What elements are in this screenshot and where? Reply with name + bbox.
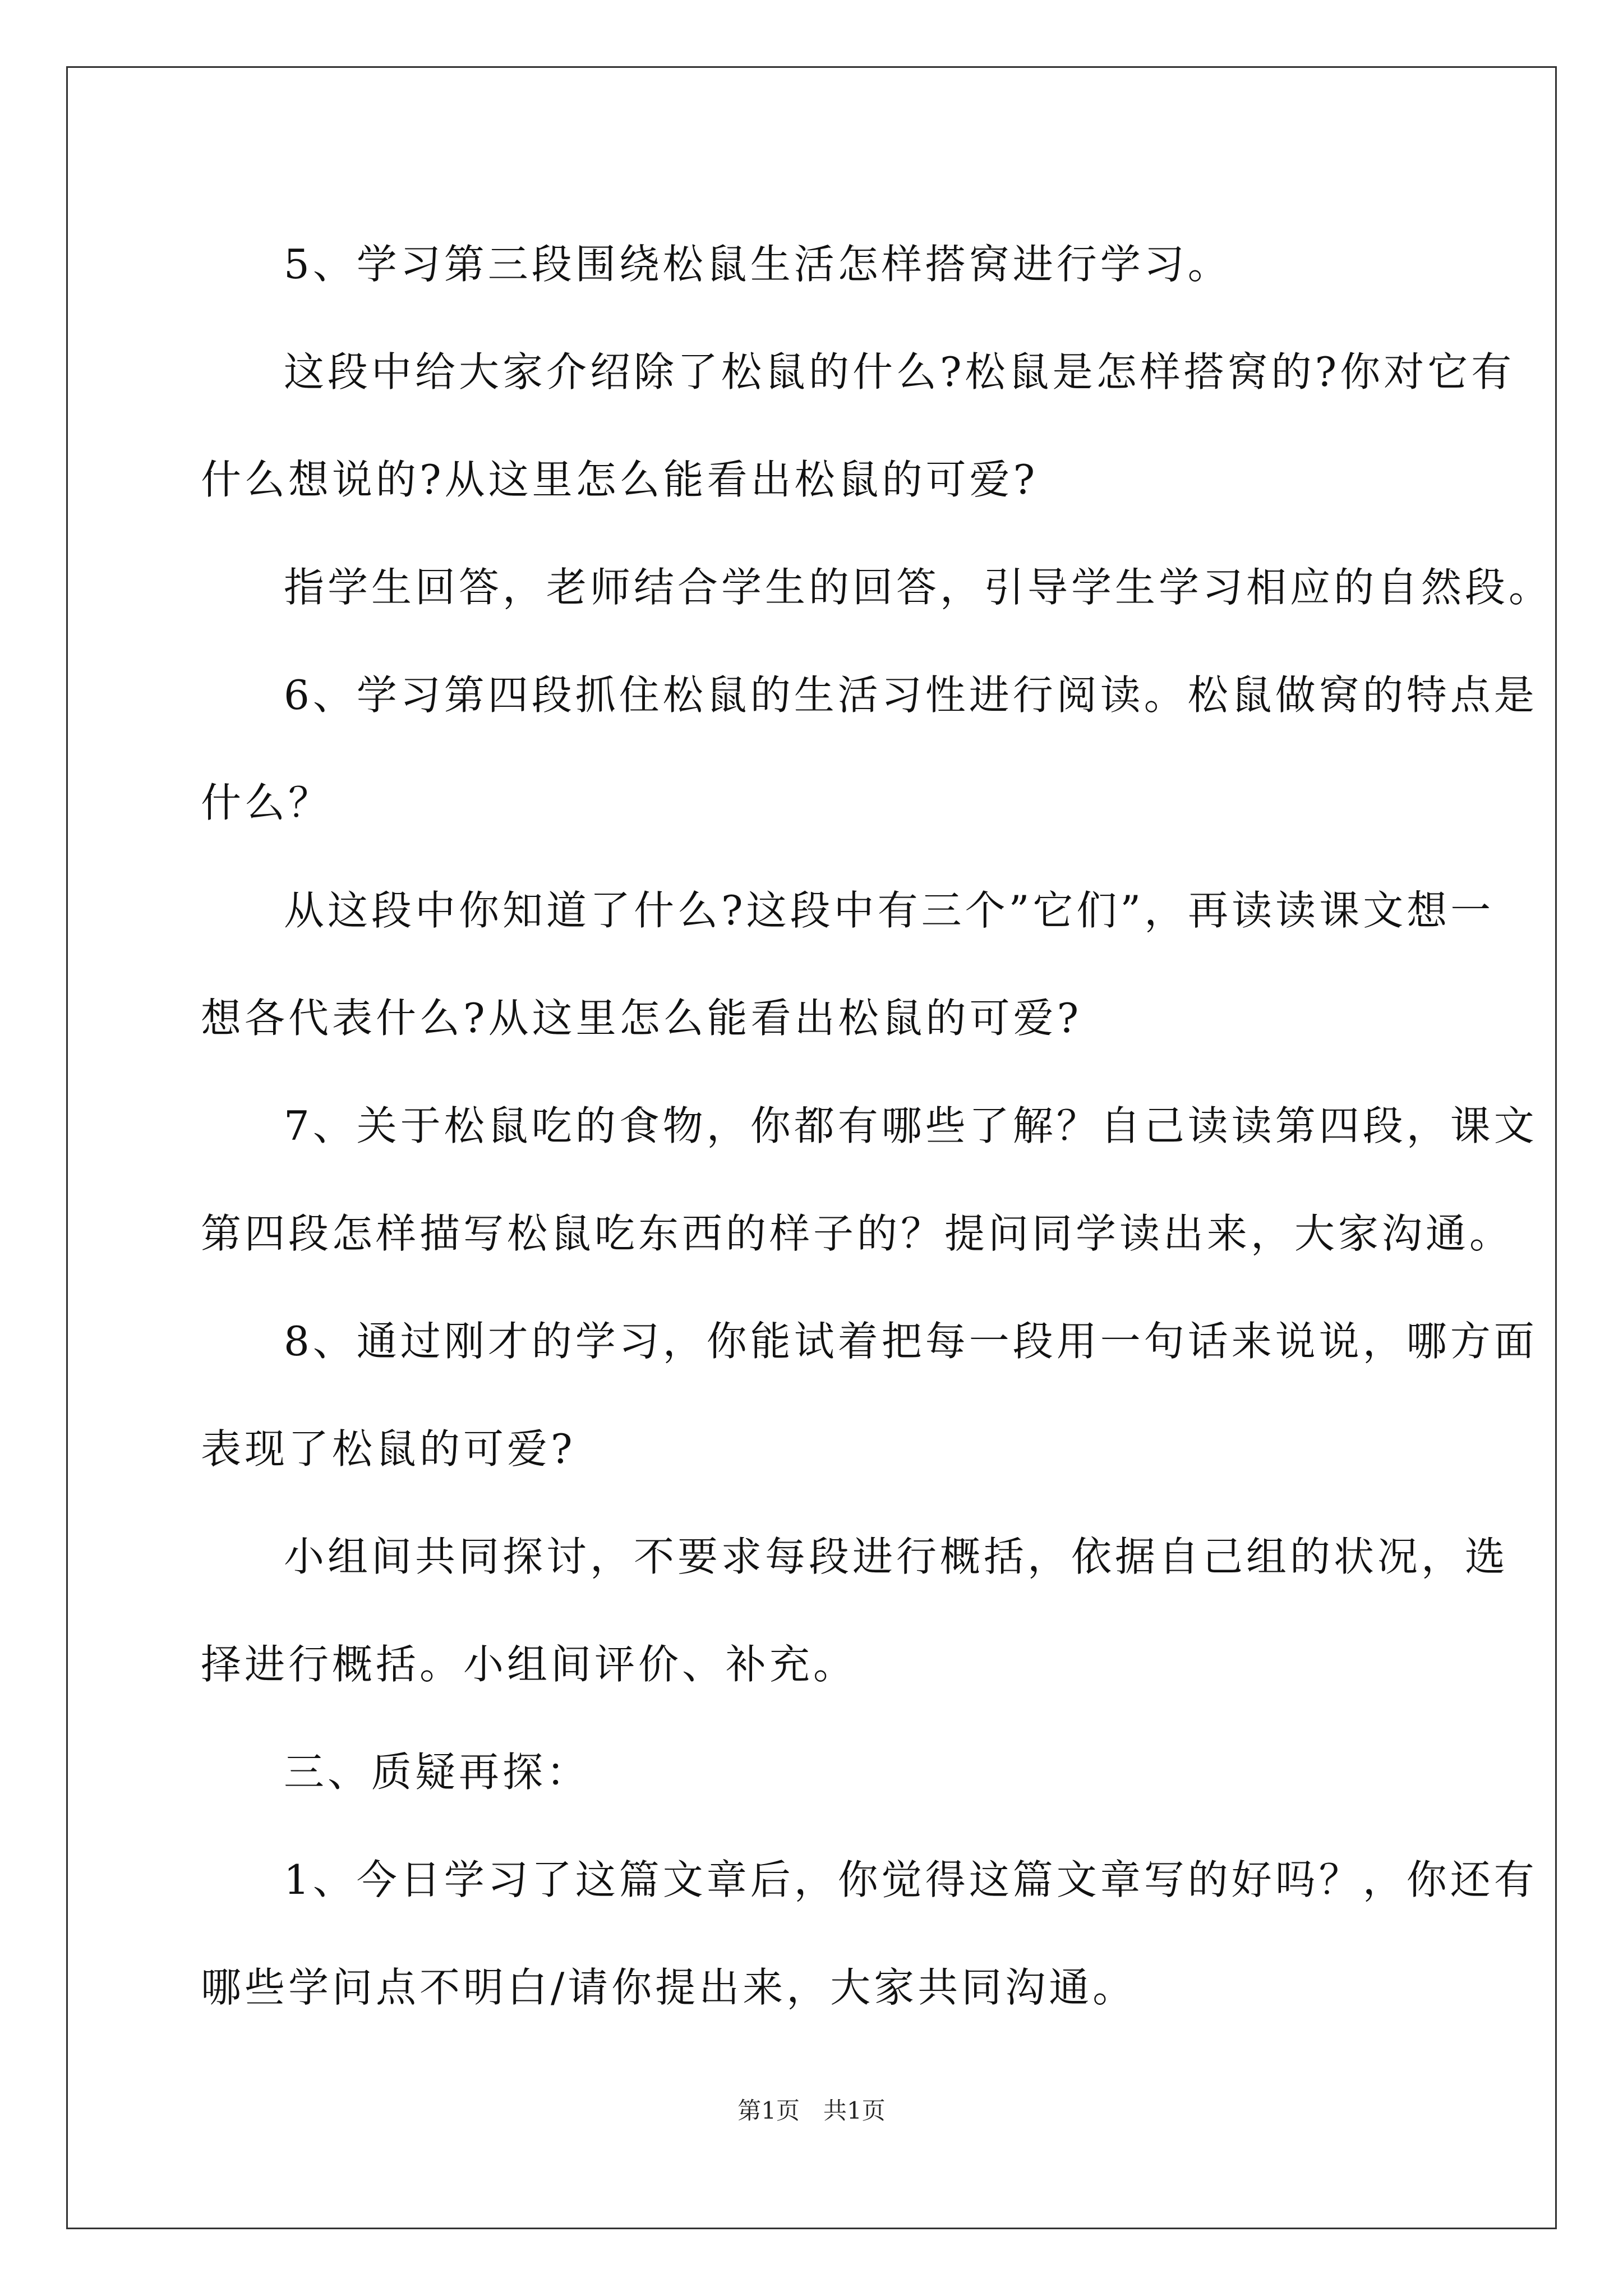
paragraph-line: 8、通过刚才的学习，你能试着把每一段用一句话来说说，哪方面	[284, 1318, 1538, 1365]
paragraph-line: 1、今日学习了这篇文章后，你觉得这篇文章写的好吗？，你还有	[284, 1856, 1538, 1903]
paragraph-line: 什么想说的?从这里怎么能看出松鼠的可爱?	[201, 456, 1039, 503]
section-heading: 三、质疑再探：	[284, 1749, 591, 1796]
paragraph-line: 小组间共同探讨，不要求每段进行概括，依据自己组的状况，选	[284, 1533, 1509, 1580]
page-number-footer: 第1页 共1页	[737, 2097, 886, 2124]
paragraph-line: 想各代表什么?从这里怎么能看出松鼠的可爱?	[201, 995, 1082, 1042]
paragraph-line: 第四段怎样描写松鼠吃东西的样子的？提问同学读出来，大家沟通。	[201, 1210, 1514, 1257]
paragraph-line: 什么？	[201, 779, 333, 826]
paragraph-line: 6、学习第四段抓住松鼠的生活习性进行阅读。松鼠做窝的特点是	[284, 671, 1538, 719]
paragraph-line: 表现了松鼠的可爱?	[201, 1425, 576, 1473]
paragraph-line: 择进行概括。小组间评价、补充。	[201, 1641, 857, 1688]
paragraph-line: 指学生回答，老师结合学生的回答，引导学生学习相应的自然段。	[284, 564, 1553, 611]
document-body	[201, 210, 1553, 2041]
paragraph-line: 这段中给大家介绍除了松鼠的什么?松鼠是怎样搭窝的?你对它有	[284, 348, 1515, 395]
paragraph-line: 哪些学问点不明白/请你提出来，大家共同沟通。	[201, 1964, 1137, 2011]
paragraph-line: 从这段中你知道了什么?这段中有三个”它们”，再读读课文想一	[284, 887, 1495, 934]
paragraph-line: 5、学习第三段围绕松鼠生活怎样搭窝进行学习。	[284, 241, 1232, 288]
paragraph-line: 7、关于松鼠吃的食物，你都有哪些了解？自己读读第四段，课文	[284, 1102, 1538, 1149]
